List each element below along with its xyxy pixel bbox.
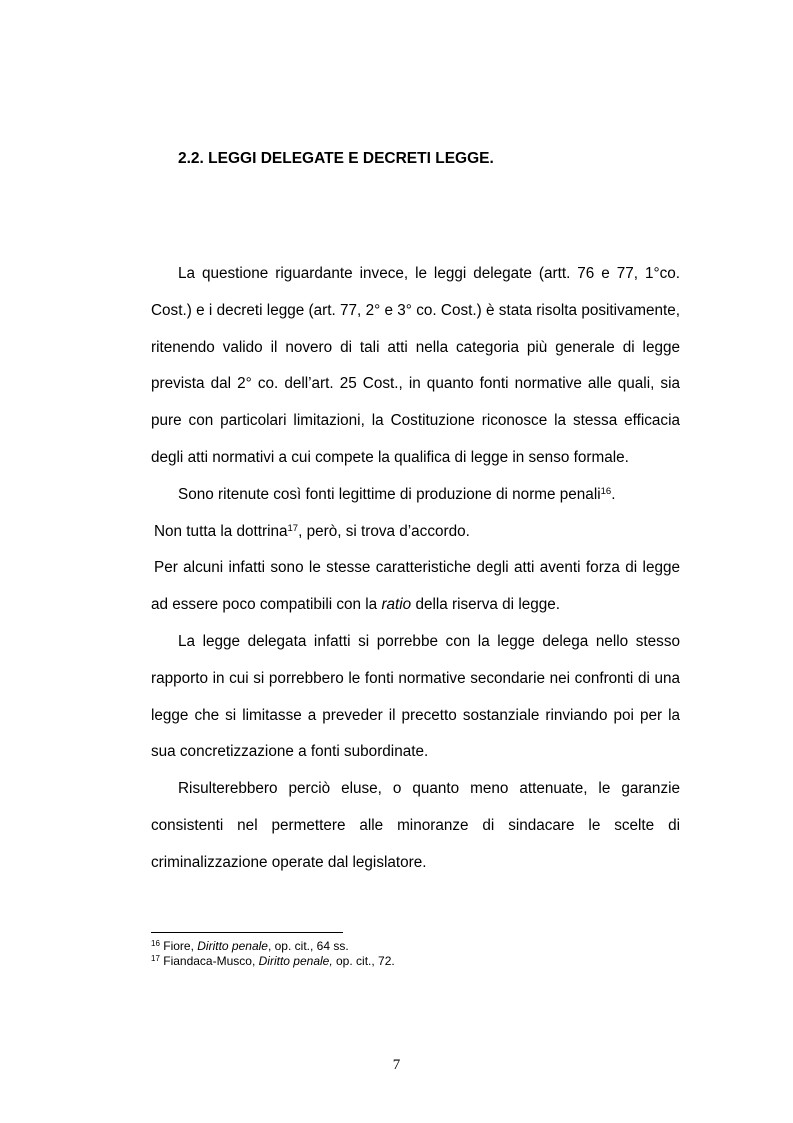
footnotes bbox=[151, 939, 680, 969]
section-heading: 2.2. LEGGI DELEGATE E DECRETI LEGGE. bbox=[178, 150, 494, 167]
paragraph-5: La legge delegata infatti si porrebbe con la legge delega nello stesso rapporto in cui si porrebbero le fonti normative secondarie nei confronti di una legge che si limitasse a preveder il precetto sostanziale rinviando poi per la sua concretizzazione a fonti subordinate. bbox=[151, 632, 680, 761]
footnote-author: Fiandaca-Musco, bbox=[159, 954, 259, 968]
paragraph-1: La questione riguardante invece, le leggi delegate (artt. 76 e 77, 1°co. Cost.) e i decreti legge (art. 77, 2° e 3° co. Cost.) è stata risolta positivamente, ritenendo valido il novero di tali atti nella categoria più generale di legge prevista dal 2° co. dell’art. 25 Cost., in quanto fonti normative alle quali, sia pure con particolari limitazioni, la Costituzione riconosce la stessa efficacia degli atti normativi a cui compete la qualifica di legge in senso formale. bbox=[151, 265, 680, 466]
paragraph-3 bbox=[151, 514, 680, 551]
paragraph-3-after: , però, si trova d’accordo. bbox=[298, 522, 470, 540]
footnote-separator bbox=[151, 932, 343, 933]
paragraph-2-end: . bbox=[611, 485, 616, 503]
footnote-17 bbox=[151, 954, 680, 969]
footnote-rest: op. cit., 72. bbox=[332, 954, 395, 968]
paragraph-4-before: Per alcuni infatti sono le stesse caratteristiche degli atti aventi forza di legge ad essere poco compatibili con la bbox=[151, 559, 680, 614]
paragraph-4-after: della riserva di legge. bbox=[411, 596, 561, 614]
paragraph-4-italic: ratio bbox=[381, 596, 412, 614]
footnote-title: Diritto penale, bbox=[258, 954, 333, 968]
paragraph-3-before: Non tutta la dottrina bbox=[154, 522, 288, 540]
footnote-ref-16[interactable]: 16 bbox=[600, 485, 612, 497]
footnote-16 bbox=[151, 939, 680, 954]
paragraph-4 bbox=[151, 550, 680, 624]
paragraph-6: Risulterebbero perciò eluse, o quanto meno attenuate, le garanzie consistenti nel permettere alle minoranze di sindacare le scelte di criminalizzazione operate dal legislatore. bbox=[151, 780, 680, 871]
footnote-number: 17 bbox=[151, 954, 160, 963]
paragraph-2-text: Sono ritenute così fonti legittime di produzione di norme penali bbox=[178, 485, 601, 503]
footnote-author: Fiore, bbox=[159, 939, 198, 953]
footnote-ref-17[interactable]: 17 bbox=[287, 522, 299, 534]
footnote-rest: , op. cit., 64 ss. bbox=[267, 939, 349, 953]
body-text bbox=[151, 256, 680, 882]
page-number: 7 bbox=[392, 1057, 401, 1073]
paragraph-2 bbox=[151, 477, 680, 514]
footnote-number: 16 bbox=[151, 939, 160, 948]
footnote-title: Diritto penale bbox=[197, 939, 268, 953]
